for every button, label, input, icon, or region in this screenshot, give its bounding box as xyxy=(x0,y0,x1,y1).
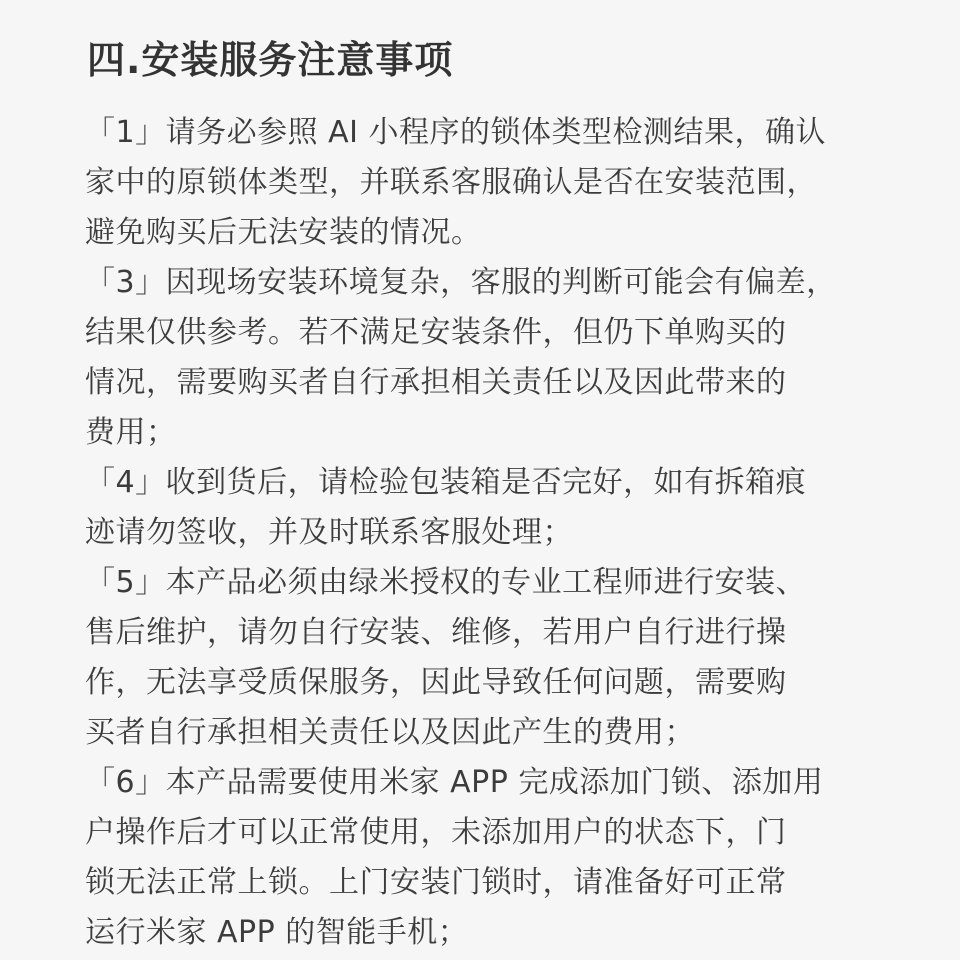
note-line: 「6」本产品需要使用米家 APP 完成添加门锁、添加用 xyxy=(85,765,824,800)
note-line: 作，无法享受质保服务，因此导致任何问题，需要购 xyxy=(85,665,787,700)
note-line: 售后维护，请勿自行安装、维修，若用户自行进行操 xyxy=(85,615,787,650)
note-line: 买者自行承担相关责任以及因此产生的费用； xyxy=(85,715,695,750)
notes-list xyxy=(85,108,877,958)
note-line: 「4」收到货后，请检验包装箱是否完好，如有拆箱痕 xyxy=(85,465,807,500)
note-line: 情况，需要购买者自行承担相关责任以及因此带来的 xyxy=(85,365,787,400)
note-line: 避免购买后无法安装的情况。 xyxy=(85,215,482,250)
section-title: 四.安装服务注意事项 xyxy=(87,38,454,82)
note-item-3 xyxy=(85,258,877,458)
note-line: 家中的原锁体类型，并联系客服确认是否在安装范围， xyxy=(85,165,817,200)
note-item-6 xyxy=(85,758,877,958)
note-item-1 xyxy=(85,108,877,258)
note-item-5 xyxy=(85,558,877,758)
note-item-4 xyxy=(85,458,877,558)
note-line: 「1」请务必参照 AI 小程序的锁体类型检测结果，确认 xyxy=(85,115,827,150)
note-line: 费用； xyxy=(85,415,177,450)
note-line: 「5」本产品必须由绿米授权的专业工程师进行安装、 xyxy=(85,565,807,600)
note-line: 户操作后才可以正常使用，未添加用户的状态下，门 xyxy=(85,815,787,850)
note-line: 迹请勿签收，并及时联系客服处理； xyxy=(85,515,573,550)
note-line: 运行米家 APP 的智能手机； xyxy=(85,915,469,950)
note-line: 「3」因现场安装环境复杂，客服的判断可能会有偏差， xyxy=(85,265,837,300)
note-line: 结果仅供参考。若不满足安装条件，但仍下单购买的 xyxy=(85,315,787,350)
note-line: 锁无法正常上锁。上门安装门锁时，请准备好可正常 xyxy=(85,865,787,900)
